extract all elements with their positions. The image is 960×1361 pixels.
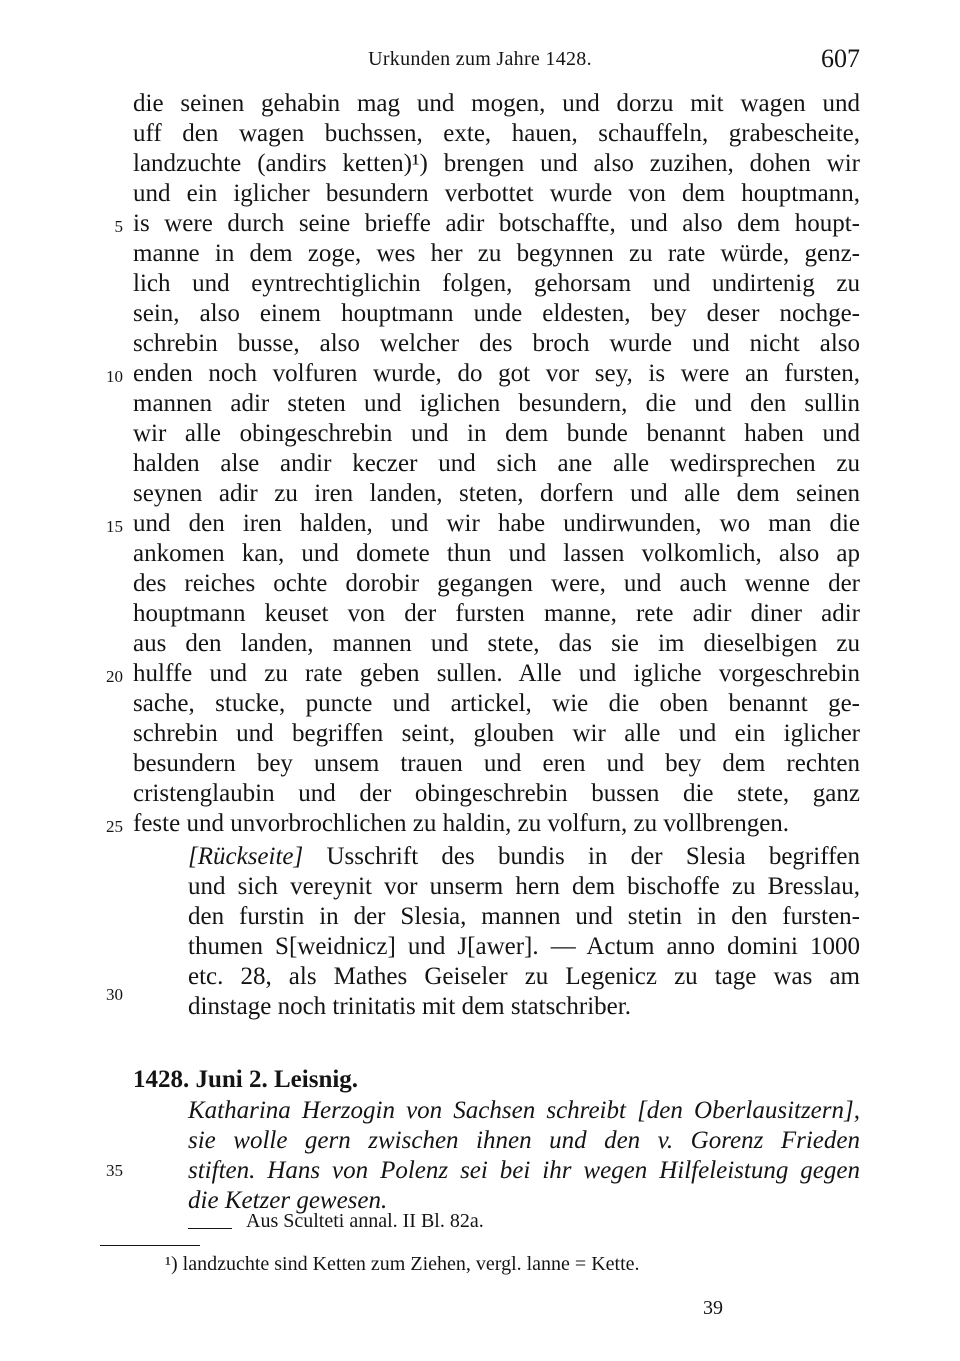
line-number: 35 bbox=[106, 1161, 123, 1180]
body-line: und ein iglicher besundern verbottet wurde von dem houptmann, bbox=[133, 180, 860, 207]
line-number: 15 bbox=[106, 517, 123, 536]
reverse-line: thumen S[weidnicz] und J[awer]. — Actum anno domini 1000 bbox=[188, 933, 860, 960]
body-line: hulffe und zu rate geben sullen. Alle und igliche vorgeschrebin bbox=[133, 660, 860, 687]
reverse-label: [Rückseite] bbox=[188, 843, 304, 870]
body-line: uff den wagen buchssen, exte, hauen, schauffeln, grabescheite, bbox=[133, 120, 860, 147]
body-line: besundern bey unsem trauen und eren und bey dem rechten bbox=[133, 750, 860, 777]
body-line: und den iren halden, und wir habe undirwunden, wo man die bbox=[133, 510, 860, 537]
page-number: 607 bbox=[821, 44, 860, 73]
body-line: feste und unvorbrochlichen zu haldin, zu volfurn, zu vollbrengen. bbox=[133, 810, 790, 837]
source-citation: Aus Sculteti annal. II Bl. 82a. bbox=[246, 1210, 484, 1232]
body-line: houptmann keuset von der fursten manne, rete adir diner adir bbox=[133, 600, 860, 627]
reverse-first-line bbox=[188, 842, 860, 872]
line-number: 25 bbox=[106, 817, 123, 836]
line-number: 10 bbox=[106, 367, 123, 386]
body-line: wir alle obingeschrebin und in dem bunde benannt haben und bbox=[133, 420, 860, 447]
footnote: ¹) landzuchte sind Ketten zum Ziehen, vergl. lanne = Kette. bbox=[165, 1253, 640, 1275]
body-line: halden alse andir keczer und sich ane alle wedirsprechen zu bbox=[133, 450, 860, 477]
body-line: landzuchte (andirs ketten)¹) brengen und also zuzihen, dohen wir bbox=[133, 150, 860, 177]
signature-mark: 39 bbox=[703, 1297, 723, 1319]
reverse-line: und sich vereynit vor unserm hern dem bischoffe zu Bresslau, bbox=[188, 873, 860, 900]
entry-heading: 1428. Juni 2. Leisnig. bbox=[133, 1066, 359, 1093]
line-number: 20 bbox=[106, 667, 123, 686]
line-number: 5 bbox=[114, 217, 123, 236]
reverse-line: dinstage noch trinitatis mit dem statschriber. bbox=[188, 993, 631, 1020]
footnote-rule bbox=[100, 1245, 200, 1246]
body-line: cristenglaubin und der obingeschrebin bussen die stete, ganz bbox=[133, 780, 860, 807]
body-line: seynen adir zu iren landen, steten, dorfern und alle dem seinen bbox=[133, 480, 860, 507]
body-line: mannen adir steten und iglichen besundern, die und den sullin bbox=[133, 390, 860, 417]
body-line: lich und eyntrechtiglichin folgen, gehorsam und undirtenig zu bbox=[133, 270, 860, 297]
body-line: sein, also einem houptmann unde eldesten, bey deser nochge- bbox=[133, 300, 860, 327]
reverse-text: Usschrift des bundis in der Slesia begriffen bbox=[303, 843, 860, 870]
short-rule bbox=[188, 1228, 232, 1229]
summary-line: Katharina Herzogin von Sachsen schreibt [den Oberlausitzern], bbox=[188, 1097, 860, 1124]
reverse-line: den furstin in der Slesia, mannen und stetin in den fursten- bbox=[188, 903, 860, 930]
body-line: manne in dem zoge, wes her zu begynnen zu rate würde, genz- bbox=[133, 240, 860, 267]
running-header: Urkunden zum Jahre 1428. bbox=[368, 48, 592, 70]
line-number: 30 bbox=[106, 985, 123, 1004]
summary-line: die Ketzer gewesen. bbox=[188, 1187, 388, 1214]
body-line: aus den landen, mannen und stete, das sie im dieselbigen zu bbox=[133, 630, 860, 657]
body-line: schrebin und begriffen seint, glouben wir alle und ein iglicher bbox=[133, 720, 860, 747]
body-line: sache, stucke, puncte und artickel, wie die oben benannt ge- bbox=[133, 690, 860, 717]
summary-line: stiften. Hans von Polenz sei bei ihr wegen Hilfeleistung gegen bbox=[188, 1157, 860, 1184]
body-line: ankomen kan, und domete thun und lassen volkomlich, also ap bbox=[133, 540, 860, 567]
body-line: is were durch seine brieffe adir botschaffte, und also dem houpt- bbox=[133, 210, 860, 237]
reverse-line: etc. 28, als Mathes Geiseler zu Legenicz zu tage was am bbox=[188, 963, 860, 990]
body-line: die seinen gehabin mag und mogen, und dorzu mit wagen und bbox=[133, 90, 860, 117]
body-line: enden noch volfuren wurde, do got vor sey, is were an fursten, bbox=[133, 360, 860, 387]
body-line: des reiches ochte dorobir gegangen were, und auch wenne der bbox=[133, 570, 860, 597]
body-line: schrebin busse, also welcher des broch wurde und nicht also bbox=[133, 330, 860, 357]
summary-line: sie wolle gern zwischen ihnen und den v. Gorenz Frieden bbox=[188, 1127, 860, 1154]
